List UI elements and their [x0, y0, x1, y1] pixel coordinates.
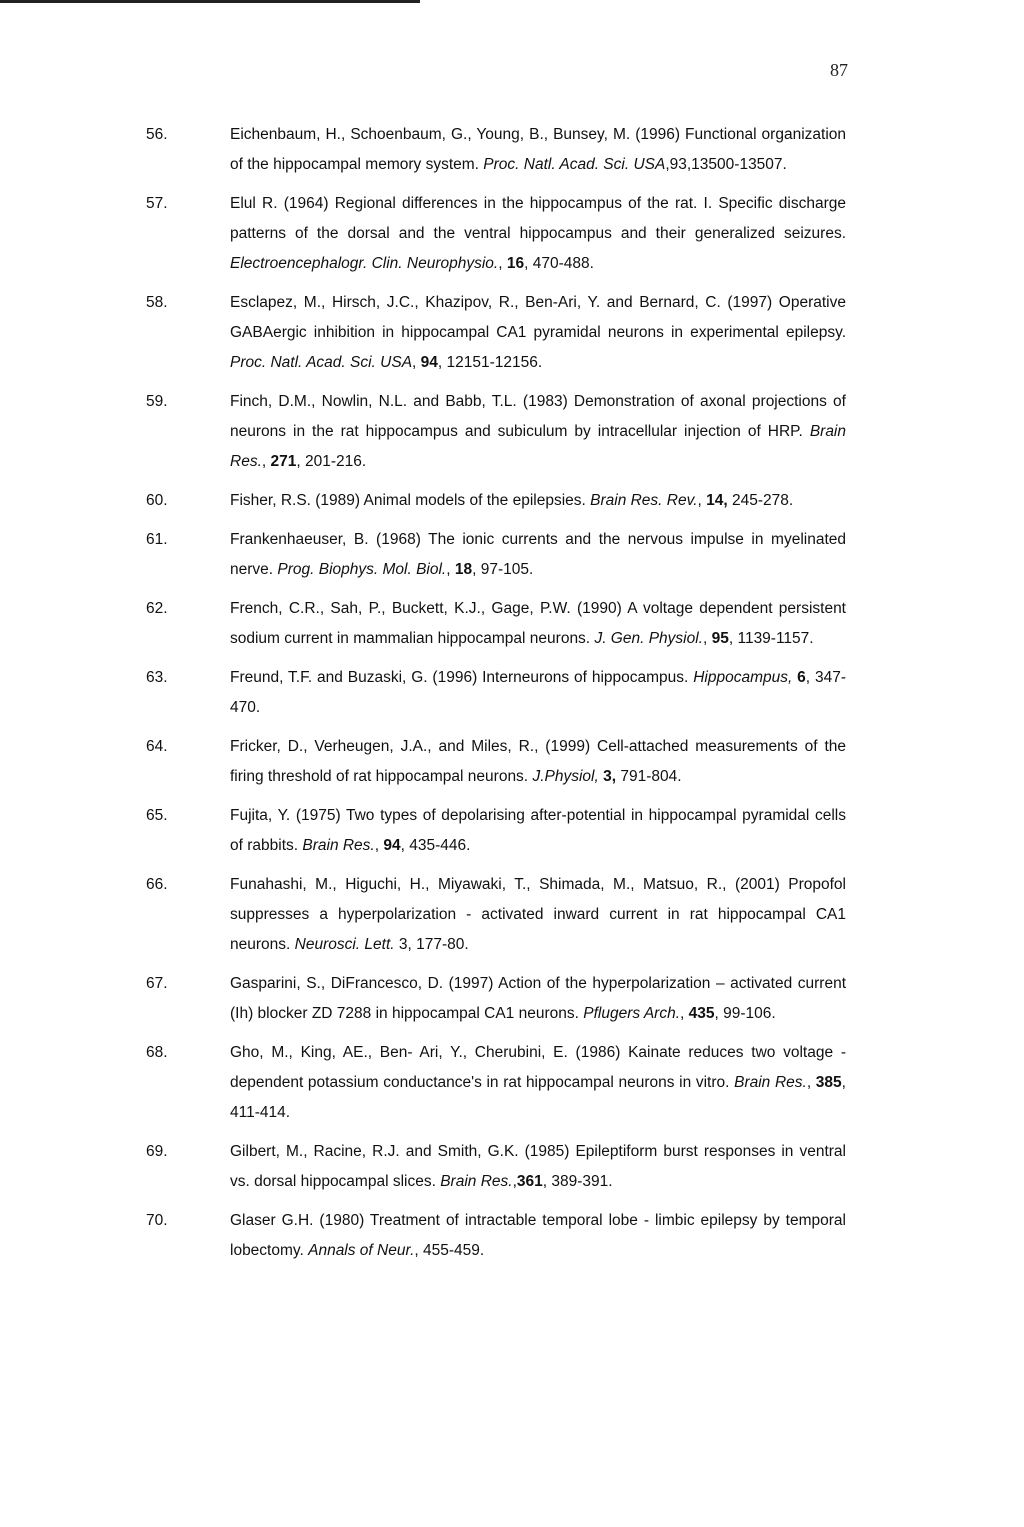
- reference-number: 60.: [146, 492, 168, 509]
- citation-text: Fisher, R.S. (1989) Animal models of the epilepsies.: [230, 492, 591, 509]
- reference-number: 70.: [146, 1212, 168, 1229]
- journal-title: Prog. Biophys. Mol. Biol.: [277, 561, 447, 578]
- reference-text: [230, 594, 846, 654]
- reference-text: [230, 288, 846, 378]
- volume-number: 94: [420, 354, 438, 371]
- reference-text: [230, 1038, 846, 1128]
- volume-number: 95: [711, 630, 729, 647]
- volume-number: 361: [516, 1173, 543, 1190]
- citation-text: Gilbert, M., Racine, R.J. and Smith, G.K. (1985) Epileptiform burst responses in ventral vs. dorsal hippocampal slices.: [230, 1143, 846, 1190]
- citation-text: ,: [498, 255, 507, 272]
- volume-number: 94: [383, 837, 401, 854]
- reference-entry: [146, 594, 846, 654]
- citation-text: , 99-106.: [714, 1005, 776, 1022]
- citation-text: 3, 177-80.: [394, 936, 469, 953]
- citation-text: ,: [680, 1005, 689, 1022]
- citation-text: Gho, M., King, AE., Ben- Ari, Y., Cherubini, E. (1986) Kainate reduces two voltage - dependent potassium conductance's in rat hippocampal neurons in vitro.: [230, 1044, 846, 1091]
- volume-number: 6: [797, 669, 806, 686]
- journal-title: Brain Res. Rev.: [590, 492, 698, 509]
- reference-text: [230, 525, 846, 585]
- citation-text: Glaser G.H. (1980) Treatment of intractable temporal lobe - limbic epilepsy by temporal lobectomy.: [230, 1212, 846, 1259]
- journal-title: Brain Res.: [440, 1173, 513, 1190]
- citation-text: , 347-470.: [230, 669, 847, 716]
- citation-text: , 1139-1157.: [728, 630, 814, 647]
- reference-entry: [146, 120, 846, 180]
- citation-text: ,: [806, 1074, 816, 1091]
- reference-number: 64.: [146, 738, 168, 755]
- volume-number: 3,: [603, 768, 617, 785]
- citation-text: French, C.R., Sah, P., Buckett, K.J., Gage, P.W. (1990) A voltage dependent persistent sodium current in mammalian hippocampal neurons.: [230, 600, 846, 647]
- top-edge-rule: [0, 0, 420, 3]
- citation-text: 245-278.: [727, 492, 794, 509]
- reference-number: 69.: [146, 1143, 168, 1160]
- page-number: 87: [830, 60, 848, 80]
- reference-entry: [146, 663, 846, 723]
- reference-number: 57.: [146, 195, 168, 212]
- citation-text: , 455-459.: [414, 1242, 485, 1259]
- citation-text: Funahashi, M., Higuchi, H., Miyawaki, T., Shimada, M., Matsuo, R., (2001) Propofol suppresses a hyperpolarization - activated inward current in rat hippocampal CA1 neurons.: [230, 876, 846, 953]
- journal-title: Annals of Neur.: [308, 1242, 415, 1259]
- citation-text: ,: [374, 837, 384, 854]
- citation-text: Eichenbaum, H., Schoenbaum, G., Young, B., Bunsey, M. (1996) Functional organization of the hippocampal memory system.: [230, 126, 846, 173]
- reference-text: [230, 801, 846, 861]
- reference-text: [230, 969, 846, 1029]
- citation-text: Gasparini, S., DiFrancesco, D. (1997) Action of the hyperpolarization – activated current (Ih) blocker ZD 7288 in hippocampal CA1 neurons.: [230, 975, 846, 1022]
- reference-entry: [146, 288, 846, 378]
- reference-entry: [146, 387, 846, 477]
- reference-text: [230, 486, 846, 516]
- reference-entry: [146, 1038, 846, 1128]
- journal-title: Brain Res.: [230, 423, 846, 470]
- reference-text: [230, 1206, 846, 1266]
- citation-text: Elul R. (1964) Regional differences in the hippocampus of the rat. I. Specific discharge patterns of the dorsal and the ventral hippocampus and their generalized seizures.: [230, 195, 846, 242]
- reference-entry: [146, 189, 846, 279]
- reference-number: 65.: [146, 807, 168, 824]
- reference-number: 67.: [146, 975, 168, 992]
- citation-text: ,: [446, 561, 455, 578]
- citation-text: Frankenhaeuser, B. (1968) The ionic currents and the nervous impulse in myelinated nerve.: [230, 531, 846, 578]
- reference-entry: [146, 969, 846, 1029]
- citation-text: , 97-105.: [472, 561, 534, 578]
- journal-title: Proc. Natl. Acad. Sci. USA: [483, 156, 666, 173]
- citation-text: , 389-391.: [542, 1173, 613, 1190]
- citation-text: , 470-488.: [524, 255, 594, 272]
- citation-text: , 435-446.: [400, 837, 471, 854]
- journal-title: Neurosci. Lett.: [294, 936, 395, 953]
- reference-text: [230, 120, 846, 180]
- citation-text: ,: [512, 1173, 517, 1190]
- reference-number: 56.: [146, 126, 168, 143]
- journal-title: Proc. Natl. Acad. Sci. USA: [230, 354, 413, 371]
- reference-entry: [146, 732, 846, 792]
- volume-number: 18: [454, 561, 473, 578]
- citation-text: Finch, D.M., Nowlin, N.L. and Babb, T.L. (1983) Demonstration of axonal projections of neurons in the rat hippocampus and subiculum by intracellular injection of HRP.: [230, 393, 846, 440]
- volume-number: 385: [815, 1074, 842, 1091]
- journal-title: Hippocampus,: [693, 669, 793, 686]
- reference-entry: [146, 1137, 846, 1197]
- citation-text: 791-804.: [616, 768, 682, 785]
- reference-entry: [146, 525, 846, 585]
- journal-title: J. Gen. Physiol.: [594, 630, 703, 647]
- reference-number: 59.: [146, 393, 168, 410]
- volume-number: 16: [506, 255, 525, 272]
- reference-entry: [146, 1206, 846, 1266]
- reference-text: [230, 663, 846, 723]
- journal-title: Pflugers Arch.: [583, 1005, 681, 1022]
- reference-number: 63.: [146, 669, 168, 686]
- citation-text: , 12151-12156.: [437, 354, 543, 371]
- reference-text: [230, 732, 846, 792]
- citation-text: Freund, T.F. and Buzaski, G. (1996) Interneurons of hippocampus.: [230, 669, 694, 686]
- citation-text: ,: [697, 492, 707, 509]
- reference-text: [230, 870, 846, 960]
- reference-number: 58.: [146, 294, 168, 311]
- citation-text: , 411-414.: [230, 1074, 846, 1121]
- volume-number: 271: [270, 453, 297, 470]
- reference-text: [230, 387, 846, 477]
- reference-entry: [146, 801, 846, 861]
- reference-text: [230, 189, 846, 279]
- reference-entry: [146, 870, 846, 960]
- journal-title: Brain Res.: [302, 837, 375, 854]
- journal-title: J.Physiol,: [532, 768, 599, 785]
- citation-text: Esclapez, M., Hirsch, J.C., Khazipov, R., Ben-Ari, Y. and Bernard, C. (1997) Operative GABAergic inhibition in hippocampal CA1 pyramidal neurons in experimental epilepsy.: [230, 294, 846, 341]
- reference-number: 62.: [146, 600, 168, 617]
- reference-number: 66.: [146, 876, 168, 893]
- volume-number: 14,: [706, 492, 728, 509]
- citation-text: Fricker, D., Verheugen, J.A., and Miles, R., (1999) Cell-attached measurements of the firing threshold of rat hippocampal neurons.: [230, 738, 846, 785]
- reference-list: [146, 120, 846, 1275]
- reference-text: [230, 1137, 846, 1197]
- volume-number: 435: [688, 1005, 715, 1022]
- citation-text: ,: [412, 354, 421, 371]
- citation-text: Fujita, Y. (1975) Two types of depolarising after-potential in hippocampal pyramidal cells of rabbits.: [230, 807, 846, 854]
- journal-title: Electroencephalogr. Clin. Neurophysio.: [230, 255, 499, 272]
- citation-text: , 201-216.: [296, 453, 367, 470]
- citation-text: ,93,13500-13507.: [665, 156, 787, 173]
- reference-number: 68.: [146, 1044, 168, 1061]
- reference-entry: [146, 486, 846, 516]
- journal-title: Brain Res.: [734, 1074, 807, 1091]
- citation-text: ,: [261, 453, 271, 470]
- reference-number: 61.: [146, 531, 168, 548]
- citation-text: ,: [702, 630, 712, 647]
